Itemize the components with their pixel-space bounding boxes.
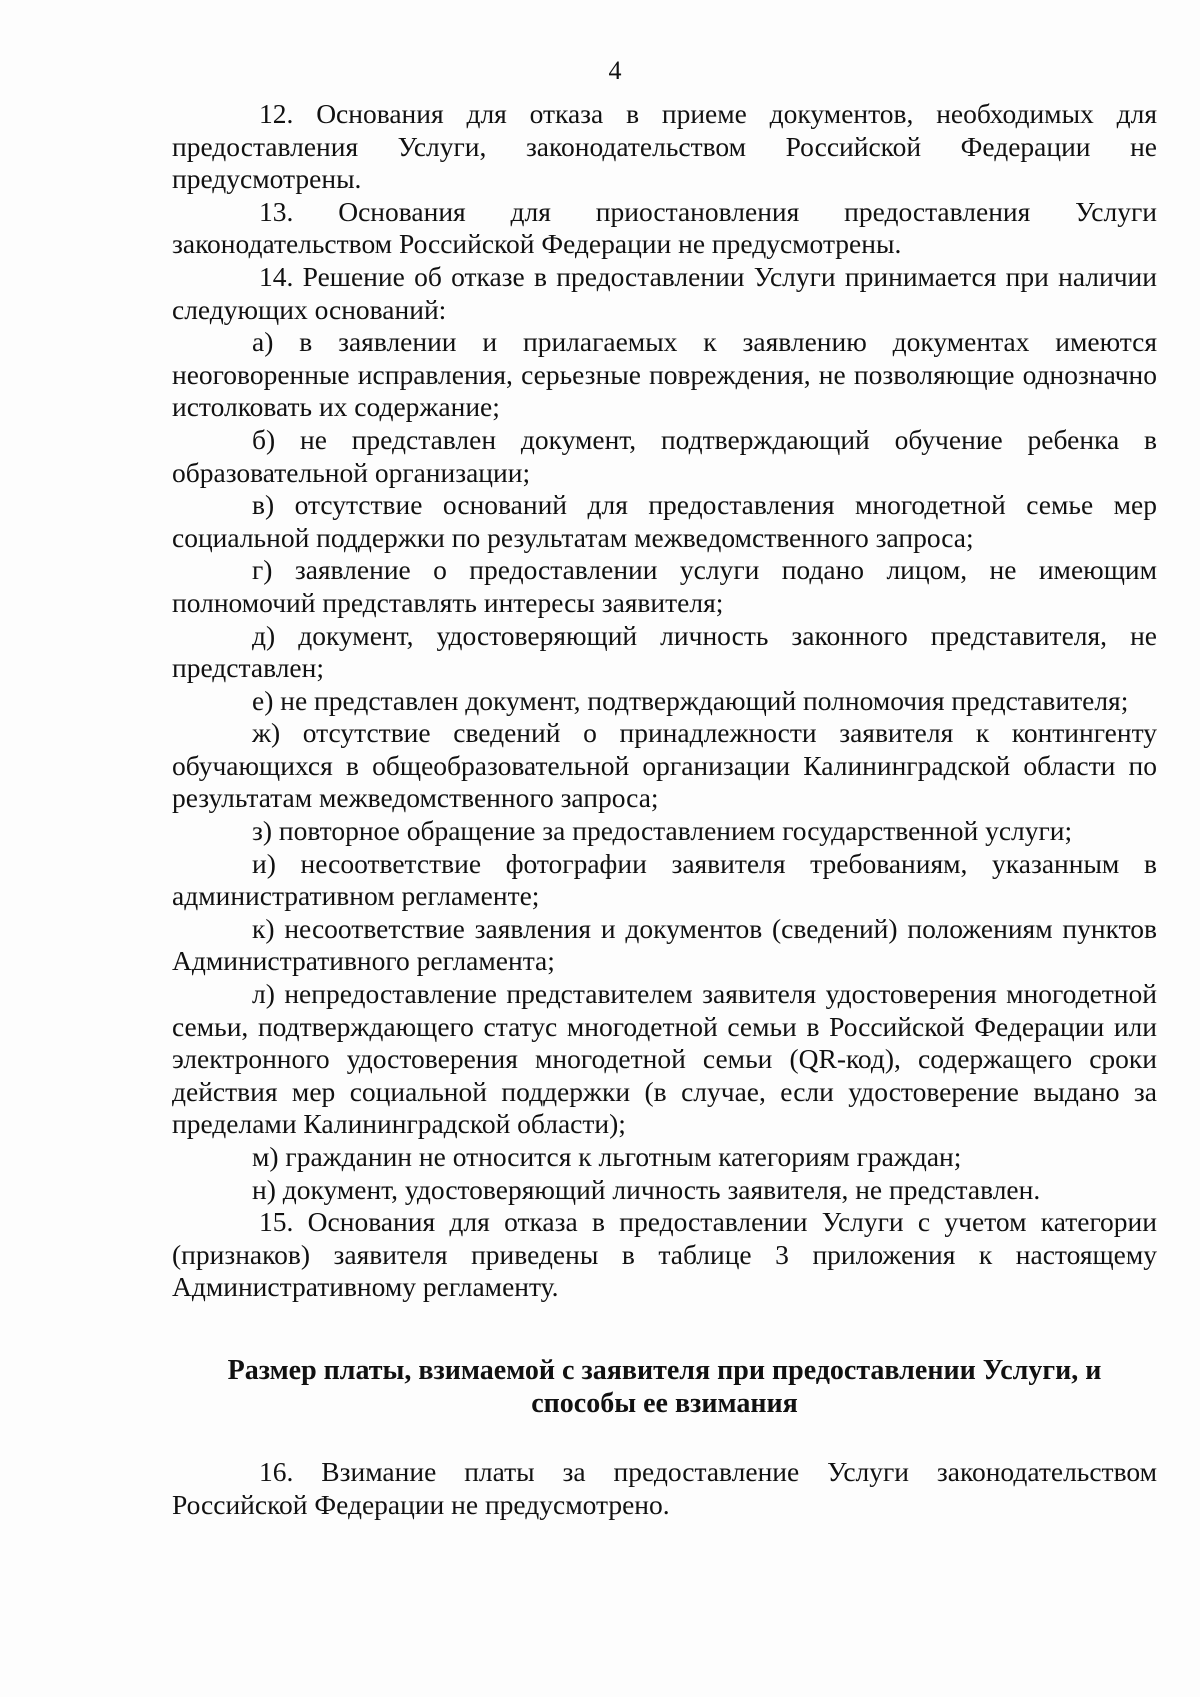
list-item-a: а) в заявлении и прилагаемых к заявлению документах имеются неоговоренные исправления, серьезные повреждения, не позволяющие однозначно истолковать их содержание; — [172, 326, 1157, 423]
list-item-v: в) отсутствие оснований для предоставления многодетной семье мер социальной поддержки по результатам межведомственного запроса; — [172, 489, 1157, 553]
list-item-e: е) не представлен документ, подтверждающий полномочия представителя; — [252, 684, 1129, 716]
list-item-l: л) непредоставление представителем заявителя удостоверения многодетной семьи, подтверждающего статус многодетной семьи в Российской Федерации или электронного удостоверения многодетной семьи (QR-код), содержащего сроки действия мер социальной поддержки (в случае, если удостоверение выдано за пределами Калининградской области); — [172, 978, 1157, 1140]
list-item-g: г) заявление о предоставлении услуги подано лицом, не имеющим полномочий представлять интересы заявителя; — [172, 554, 1157, 618]
list-item-m: м) гражданин не относится к льготным категориям граждан; — [252, 1141, 962, 1172]
list-item-z: з) повторное обращение за предоставлением государственной услуги; — [252, 815, 1073, 847]
document-body — [172, 98, 1157, 1521]
list-item-d: д) документ, удостоверяющий личность законного представителя, не представлен; — [172, 619, 1157, 684]
list-item-zh: ж) отсутствие сведений о принадлежности заявителя к контингенту обучающихся в общеобразовательной организации Калининградской области по результатам межведомственного запроса; — [172, 717, 1157, 814]
section-heading: Размер платы, взимаемой с заявителя при предоставлении Услуги, и способы ее взимания — [227, 1354, 1102, 1419]
list-item-k: к) несоответствие заявления и документов (сведений) положениям пунктов Административного регламента; — [172, 912, 1157, 977]
list-item-i: и) несоответствие фотографии заявителя требованиям, указанным в административном регламенте; — [172, 847, 1157, 912]
paragraph-16: 16. Взимание платы за предоставление Услуги законодательством Российской Федерации не предусмотрено. — [172, 1455, 1157, 1520]
list-item-b: б) не представлен документ, подтверждающий обучение ребенка в образовательной организации; — [172, 423, 1157, 488]
list-item-n: н) документ, удостоверяющий личность заявителя, не представлен. — [252, 1173, 1041, 1205]
page-number: 4 — [608, 56, 622, 85]
paragraph-14: 14. Решение об отказе в предоставлении Услуги принимается при наличии следующих оснований: — [172, 260, 1157, 325]
paragraph-13: 13. Основания для приостановления предоставления Услуги законодательством Российской Федерации не предусмотрены. — [172, 195, 1157, 260]
paragraph-15: 15. Основания для отказа в предоставлении Услуги с учетом категории (признаков) заявителя приведены в таблице 3 приложения к настоящему Административному регламенту. — [172, 1206, 1157, 1303]
paragraph-12: 12. Основания для отказа в приеме документов, необходимых для предоставления Услуги, законодательством Российской Федерации не предусмотрены. — [172, 98, 1157, 195]
